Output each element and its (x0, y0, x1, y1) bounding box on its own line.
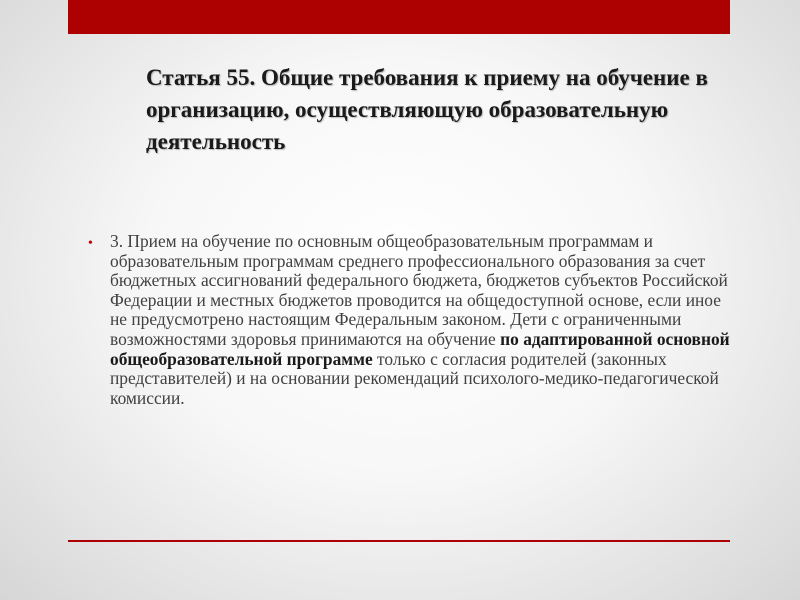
slide-body (88, 232, 738, 408)
top-accent-bar (68, 0, 730, 34)
bullet-icon: • (88, 236, 93, 251)
bottom-accent-rule (68, 540, 730, 542)
slide-title: Статья 55. Общие требования к приему на обучение в организацию, осуществляющую образовательную деятельность (146, 65, 708, 154)
bullet-item (88, 232, 738, 408)
paragraph-text-end: только с согласия родителей (законных представителей) и на основании рекомендаций психолого-медико-педагогической комиссии. (110, 348, 719, 408)
paragraph-text-start: 3. Прием на обучение по основным общеобразовательным программам и образовательным программам среднего профессионального образования за счет бюджетных ассигнований федерального бюджета, бюджетов субъектов Российской Федерации и местных бюджетов проводится на общедоступной основе, если иное не предусмотрено настоящим Федеральным законом. Дети с ограниченными возможностями здоровья принимаются на обучение (110, 231, 728, 349)
paragraph-emphasis: по адаптированной основной общеобразовательной программе (110, 328, 730, 369)
bullet-paragraph (110, 232, 738, 408)
